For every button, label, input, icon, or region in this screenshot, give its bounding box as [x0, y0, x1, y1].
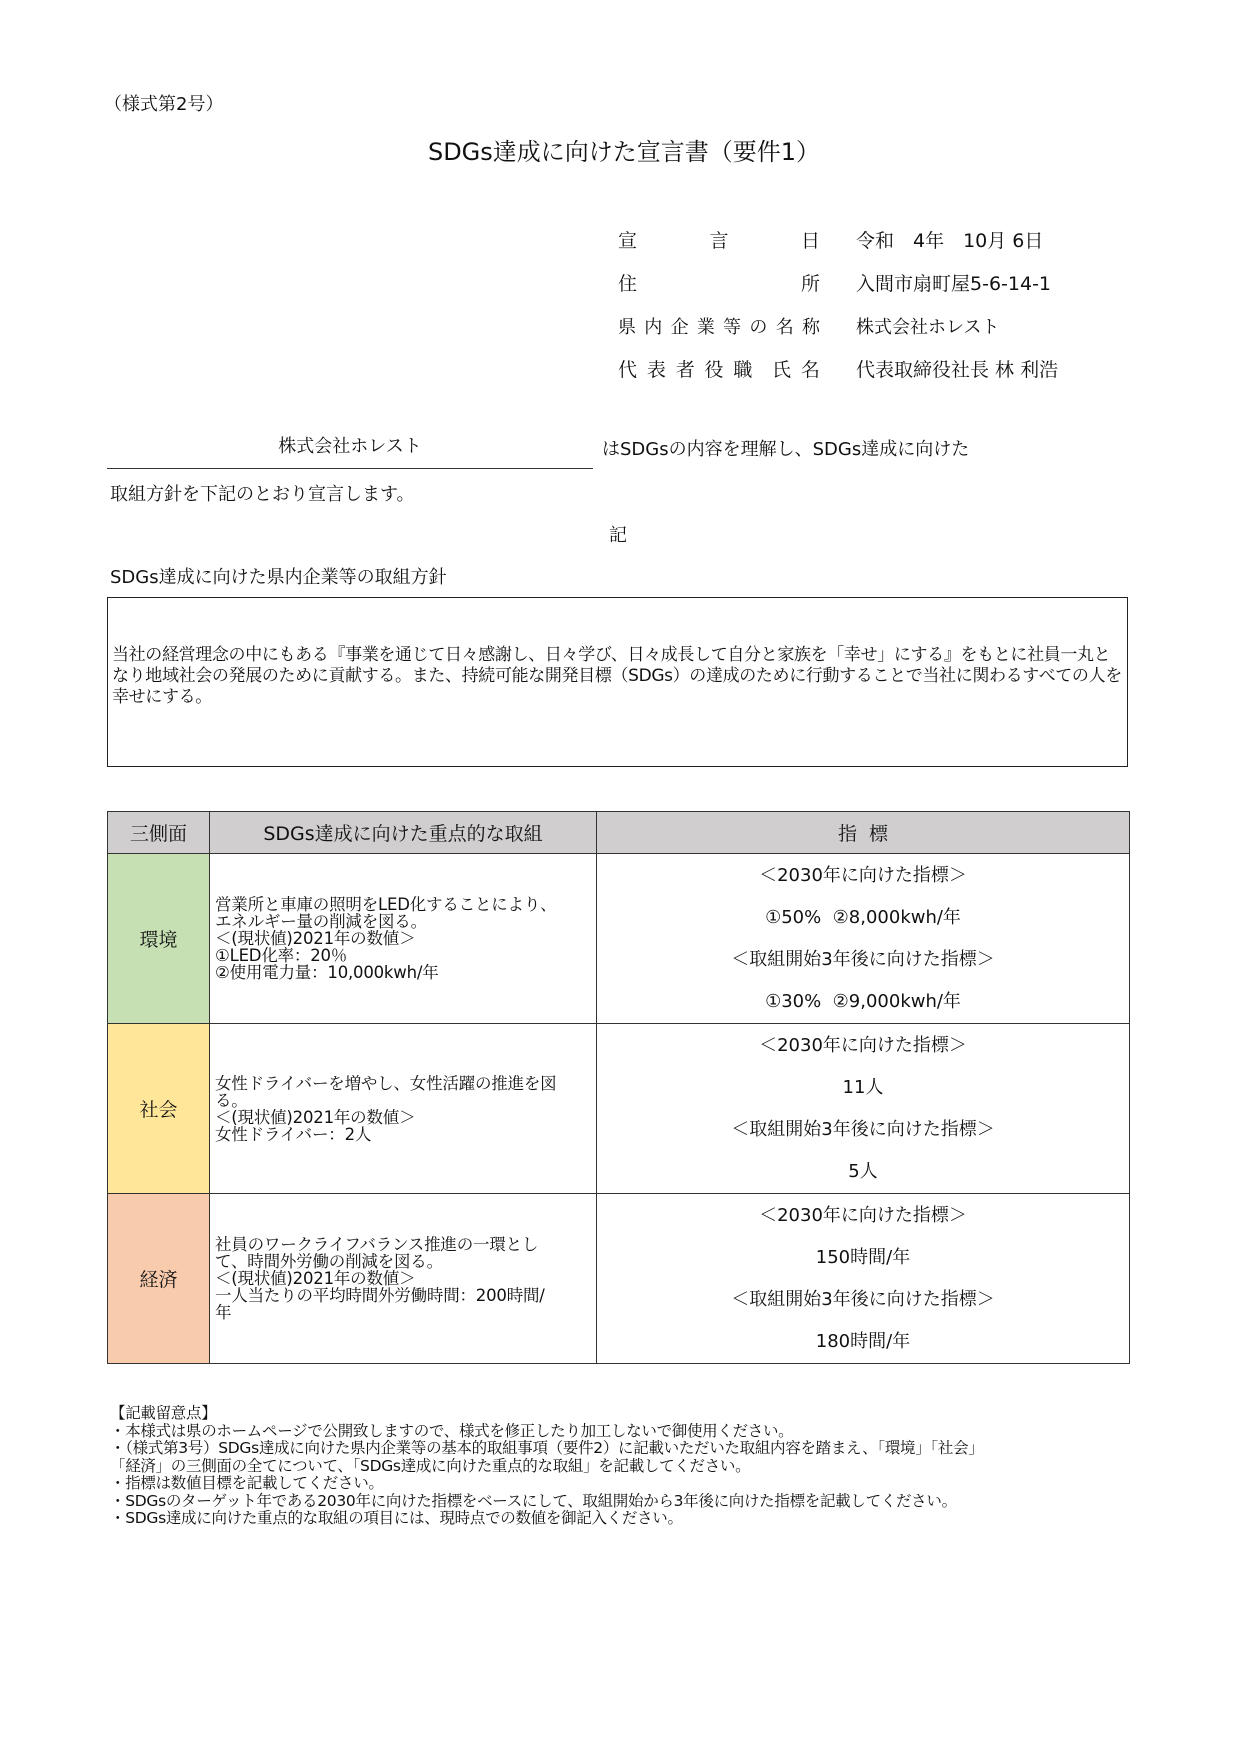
- indicator-heading: ＜2030年に向けた指標＞: [759, 864, 967, 886]
- document-title: SDGs達成に向けた宣言書（要件1）: [427, 138, 821, 166]
- note-line: ・SDGs達成に向けた重点的な取組の項目には、現時点での数値を御記入ください。: [110, 1509, 683, 1527]
- form-number: （様式第2号）: [104, 94, 224, 115]
- indicator-value: ①30% ②9,000kwh/年: [765, 990, 961, 1012]
- table-header-row: [108, 812, 1130, 854]
- indicator-value: 11人: [842, 1076, 884, 1098]
- header-indicator: 指 標: [597, 812, 1130, 854]
- representative: 代表取締役社長 林 利浩: [856, 359, 1059, 381]
- info-label: 宣 言 日: [618, 230, 820, 252]
- indicator-heading: ＜取組開始3年後に向けた指標＞: [731, 1288, 995, 1310]
- note-line: ・本様式は県のホームページで公開致しますので、様式を修正したり加工しないで御使用ください。: [110, 1421, 794, 1440]
- ki-mark: 記: [609, 525, 627, 546]
- indicator-heading: ＜2030年に向けた指標＞: [759, 1034, 967, 1056]
- aspect-economy: 経済: [108, 1194, 210, 1364]
- key-initiatives-table: [107, 811, 1130, 1364]
- declaring-company: 株式会社ホレスト: [107, 432, 593, 469]
- indicator-heading: ＜取組開始3年後に向けた指標＞: [731, 948, 995, 970]
- indicator-value: 180時間/年: [815, 1330, 911, 1352]
- table-row: [108, 854, 1130, 1024]
- indicator-cell: [597, 1024, 1130, 1194]
- table-row: [108, 1194, 1130, 1364]
- info-row-representative: [618, 347, 1058, 390]
- policy-text: 当社の経営理念の中にもある『事業を通じて日々感謝し、日々学び、日々成長して自分と家族を「幸せ」にする』をもとに社員一丸となり地域社会の発展のために貢献する。また、持続可能な開発目標（SDGs）の達成のために行動することで当社に関わるすべての人を幸せにする。: [112, 645, 1122, 707]
- indicator-cell: [597, 1194, 1130, 1364]
- note-line: ・SDGsのターゲット年である2030年に向けた指標をベースにして、取組開始から3年後に向けた指標を記載してください。: [110, 1491, 957, 1510]
- address: 入間市扇町屋5-6-14-1: [856, 273, 1052, 295]
- indicator-cell: [597, 854, 1130, 1024]
- notes-section: [110, 1405, 983, 1528]
- info-row-company: [618, 304, 1058, 347]
- aspect-environment: 環境: [108, 854, 210, 1024]
- indicator-value: 150時間/年: [815, 1246, 911, 1268]
- policy-heading: SDGs達成に向けた県内企業等の取組方針: [110, 567, 447, 588]
- note-line: ・（様式第3号）SDGs達成に向けた県内企業等の基本的取組事項（要件2）に記載いただいた取組内容を踏まえ、「環境」「社会」: [110, 1439, 984, 1457]
- info-row-address: [618, 261, 1058, 304]
- declaration-info: [618, 218, 1058, 390]
- indicator-value: ①50% ②8,000kwh/年: [765, 906, 961, 928]
- effort-cell: 社員のワークライフバランス推進の一環とし て、時間外労働の削減を図る。 ＜(現状値)2021年の数値＞ 一人当たりの平均時間外労働時間：200時間/ 年: [210, 1194, 597, 1364]
- note-line: ・指標は数値目標を記載してください。: [110, 1474, 384, 1492]
- company-name: 株式会社ホレスト: [856, 316, 1000, 338]
- info-label: 住 所: [618, 273, 820, 295]
- info-label: 代 表 者 役 職 氏 名: [618, 359, 820, 381]
- policy-box: [107, 597, 1128, 767]
- note-line: 「経済」の三側面の全てについて、「SDGs達成に向けた重点的な取組」を記載してください。: [110, 1456, 751, 1475]
- aspect-society: 社会: [108, 1024, 210, 1194]
- notes-heading: 【記載留意点】: [110, 1404, 217, 1422]
- info-row-date: [618, 218, 1058, 261]
- indicator-value: 5人: [848, 1160, 878, 1182]
- effort-cell: 女性ドライバーを増やし、女性活躍の推進を図 る。 ＜(現状値)2021年の数値＞ 女性ドライバー：2人: [210, 1024, 597, 1194]
- effort-cell: 営業所と車庫の照明をLED化することにより、 エネルギー量の削減を図る。 ＜(現状値)2021年の数値＞ ①LED化率：20％ ②使用電力量：10,000kwh/年: [210, 854, 597, 1024]
- table-row: [108, 1024, 1130, 1194]
- info-label: 県 内 企 業 等 の 名 称: [618, 316, 820, 338]
- indicator-heading: ＜2030年に向けた指標＞: [759, 1204, 967, 1226]
- declaration-text: はSDGsの内容を理解し、SDGs達成に向けた: [602, 439, 970, 460]
- declaration-date: 令和 4年 10月 6日: [856, 230, 1044, 252]
- declaration-text-line2: 取組方針を下記のとおり宣言します。: [110, 484, 415, 505]
- header-aspect: 三側面: [108, 812, 210, 854]
- header-effort: SDGs達成に向けた重点的な取組: [210, 812, 597, 854]
- indicator-heading: ＜取組開始3年後に向けた指標＞: [731, 1118, 995, 1140]
